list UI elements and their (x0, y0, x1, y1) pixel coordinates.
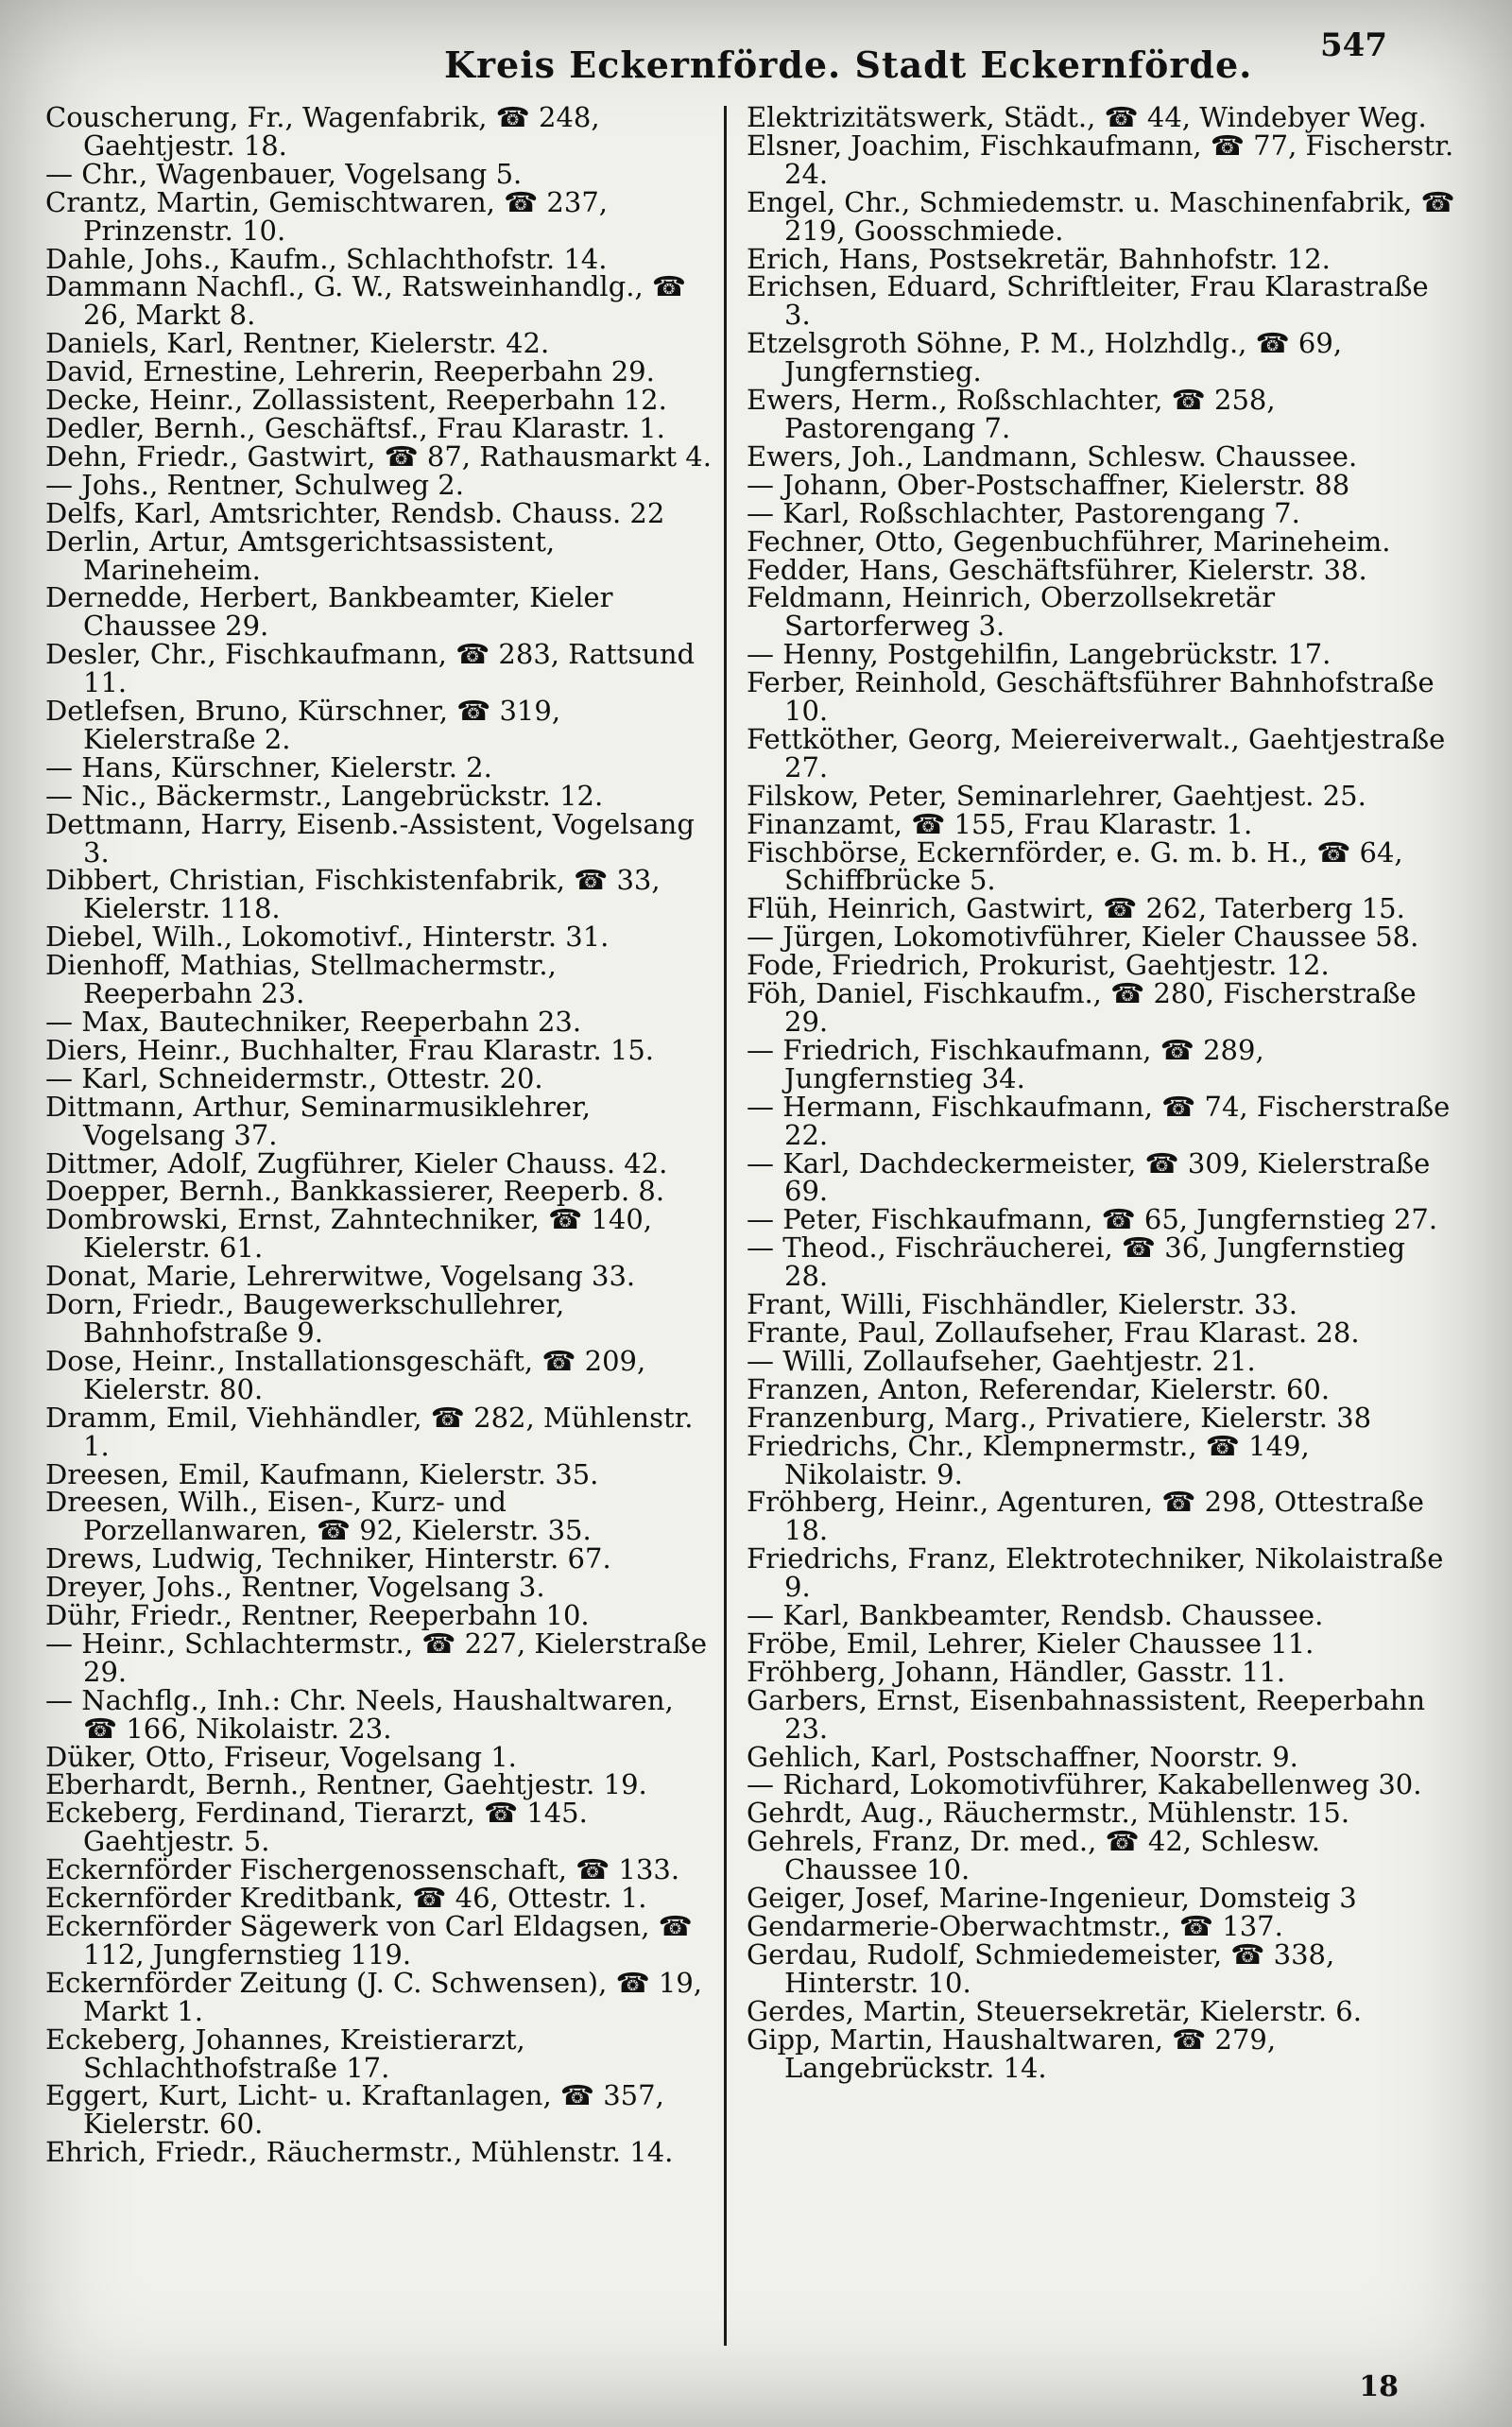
directory-entry: Doepper, Bernh., Bankkassierer, Reeperb. 8. (45, 1175, 665, 1208)
directory-entry: — Karl, Schneidermstr., Ottestr. 20. (45, 1061, 543, 1094)
directory-entry: Dose, Heinr., Installationsgeschäft, ☎ 209, Kielerstr. 80. (45, 1344, 646, 1405)
directory-entry: Dramm, Emil, Viehhändler, ☎ 282, Mühlenstr. 1. (45, 1401, 694, 1462)
directory-entry: Fode, Friedrich, Prokurist, Gaehtjestr. 12. (747, 949, 1330, 982)
directory-entry: — Willi, Zollaufseher, Gaehtjestr. 21. (747, 1344, 1256, 1377)
directory-entry: — Karl, Roßschlachter, Pastorengang 7. (747, 496, 1300, 529)
directory-entry: Franzenburg, Marg., Privatiere, Kielerstr. 38 (747, 1401, 1372, 1434)
directory-entry: Eckernförder Zeitung (J. C. Schwensen), ☎ 19, Markt 1. (45, 1966, 703, 2027)
running-title: Kreis Eckernförde. Stadt Eckernförde. (444, 43, 1253, 86)
directory-entry: Gehrdt, Aug., Räuchermstr., Mühlenstr. 15. (747, 1797, 1350, 1830)
directory-entry: Diebel, Wilh., Lokomotivf., Hinterstr. 31. (45, 921, 610, 954)
directory-entry: — Johs., Rentner, Schulweg 2. (45, 468, 464, 501)
directory-entry: Ewers, Joh., Landmann, Schlesw. Chaussee. (747, 439, 1358, 473)
directory-entry: Dittmer, Adolf, Zugführer, Kieler Chauss. 42. (45, 1146, 668, 1179)
directory-entry: David, Ernestine, Lehrerin, Reeperbahn 29. (45, 355, 655, 388)
directory-entry: Franzen, Anton, Referendar, Kielerstr. 60. (747, 1372, 1331, 1405)
directory-entry: Crantz, Martin, Gemischtwaren, ☎ 237, Prinzenstr. 10. (45, 185, 608, 247)
directory-entry: Eckernförder Kreditbank, ☎ 46, Ottestr. 1. (45, 1882, 647, 1915)
directory-entry: Garbers, Ernst, Eisenbahnassistent, Reeperbahn 23. (747, 1683, 1426, 1745)
directory-entry: Drews, Ludwig, Techniker, Hinterstr. 67. (45, 1542, 611, 1575)
directory-entry: — Chr., Wagenbauer, Vogelsang 5. (45, 157, 523, 190)
column-divider (724, 106, 727, 2346)
directory-entry: Gerdes, Martin, Steuersekretär, Kielerstr. 6. (747, 1994, 1362, 2027)
signature-mark: 18 (1359, 2370, 1399, 2403)
directory-entry: Fröhberg, Johann, Händler, Gasstr. 11. (747, 1655, 1286, 1688)
directory-entry: Dernedde, Herbert, Bankbeamter, Kieler Chaussee 29. (45, 581, 613, 643)
directory-entry: Derlin, Artur, Amtsgerichtsassistent, Marineheim. (45, 525, 556, 586)
directory-entry: Düker, Otto, Friseur, Vogelsang 1. (45, 1740, 517, 1773)
directory-entry: Dahle, Johs., Kaufm., Schlachthofstr. 14. (45, 242, 608, 275)
directory-entry: Ehrich, Friedr., Räuchermstr., Mühlenstr. 14. (45, 2136, 674, 2169)
directory-entry: — Max, Bautechniker, Reeperbahn 23. (45, 1006, 582, 1038)
directory-entry: Frant, Willi, Fischhändler, Kielerstr. 33. (747, 1288, 1298, 1321)
directory-entry: Fröhberg, Heinr., Agenturen, ☎ 298, Ottestraße 18. (747, 1486, 1424, 1547)
directory-entry: Delfs, Karl, Amtsrichter, Rendsb. Chauss. 22 (45, 496, 665, 529)
directory-entry: Dombrowski, Ernst, Zahntechniker, ☎ 140, Kielerstr. 61. (45, 1203, 653, 1265)
directory-entry: Engel, Chr., Schmiedemstr. u. Maschinenfabrik, ☎ 219, Goosschmiede. (747, 185, 1455, 247)
directory-entry: Dammann Nachfl., G. W., Ratsweinhandlg., ☎ 26, Markt 8. (45, 270, 687, 332)
directory-entry: Dettmann, Harry, Eisenb.-Assistent, Vogelsang 3. (45, 807, 695, 869)
directory-entry: — Karl, Dachdeckermeister, ☎ 309, Kielerstraße 69. (747, 1146, 1431, 1208)
page-number: 547 (1320, 26, 1387, 64)
directory-entry: Feldmann, Heinrich, Oberzollsekretär Sartorferweg 3. (747, 581, 1276, 643)
directory-entry: Dittmann, Arthur, Seminarmusiklehrer, Vogelsang 37. (45, 1090, 591, 1151)
directory-entry: Gipp, Martin, Haushaltwaren, ☎ 279, Langebrückstr. 14. (747, 2022, 1277, 2084)
directory-entry: Gerdau, Rudolf, Schmiedemeister, ☎ 338, Hinterstr. 10. (747, 1937, 1335, 1999)
directory-entry: Frante, Paul, Zollaufseher, Frau Klarast. 28. (747, 1316, 1360, 1349)
directory-entry: Friedrichs, Franz, Elektrotechniker, Nikolaistraße 9. (747, 1542, 1444, 1604)
directory-entry: — Theod., Fischräucherei, ☎ 36, Jungfernstieg 28. (747, 1231, 1406, 1293)
directory-entry: Gehlich, Karl, Postschaffner, Noorstr. 9. (747, 1740, 1298, 1773)
directory-entry: — Friedrich, Fischkaufmann, ☎ 289, Jungfernstieg 34. (747, 1033, 1264, 1094)
directory-entry: Flüh, Heinrich, Gastwirt, ☎ 262, Taterberg 15. (747, 892, 1405, 925)
directory-entry: Donat, Marie, Lehrerwitwe, Vogelsang 33. (45, 1260, 636, 1293)
directory-entry: Erich, Hans, Postsekretär, Bahnhofstr. 12. (747, 242, 1331, 275)
directory-entry: Fischbörse, Eckernförder, e. G. m. b. H., ☎ 64, Schiffbrücke 5. (747, 835, 1403, 897)
directory-entry: — Karl, Bankbeamter, Rendsb. Chaussee. (747, 1599, 1324, 1632)
directory-entry: Dreesen, Wilh., Eisen-, Kurz- und Porzellanwaren, ☎ 92, Kielerstr. 35. (45, 1486, 592, 1547)
directory-entry: Fedder, Hans, Geschäftsführer, Kielerstr. 38. (747, 553, 1367, 586)
directory-entry: Dibbert, Christian, Fischkistenfabrik, ☎ 33, Kielerstr. 118. (45, 864, 661, 925)
directory-entry: Daniels, Karl, Rentner, Kielerstr. 42. (45, 327, 550, 360)
page-header (0, 26, 1512, 86)
directory-entry: Dorn, Friedr., Baugewerkschullehrer, Bahnhofstraße 9. (45, 1288, 565, 1349)
directory-entry: Ferber, Reinhold, Geschäftsführer Bahnhofstraße 10. (747, 666, 1435, 728)
directory-entry: Fechner, Otto, Gegenbuchführer, Marineheim. (747, 525, 1391, 558)
directory-entry: Fröbe, Emil, Lehrer, Kieler Chaussee 11. (747, 1627, 1314, 1660)
directory-entry: Gendarmerie-Oberwachtmstr., ☎ 137. (747, 1910, 1283, 1942)
directory-entry: Couscherung, Fr., Wagenfabrik, ☎ 248, Gaehtjestr. 18. (45, 101, 600, 162)
directory-entry: Eggert, Kurt, Licht- u. Kraftanlagen, ☎ 357, Kielerstr. 60. (45, 2079, 664, 2141)
directory-entry: Filskow, Peter, Seminarlehrer, Gaehtjest. 25. (747, 779, 1366, 812)
directory-entry: — Johann, Ober-Postschaffner, Kielerstr. 88 (747, 468, 1350, 501)
directory-entry: — Nic., Bäckermstr., Langebrückstr. 12. (45, 779, 604, 812)
directory-entry: Diers, Heinr., Buchhalter, Frau Klarastr. 15. (45, 1033, 655, 1066)
directory-entry: Desler, Chr., Fischkaufmann, ☎ 283, Rattsund 11. (45, 638, 696, 699)
directory-entry: Elsner, Joachim, Fischkaufmann, ☎ 77, Fischerstr. 24. (747, 129, 1454, 190)
directory-entry: Etzelsgroth Söhne, P. M., Holzhdlg., ☎ 69, Jungfernstieg. (747, 327, 1343, 388)
directory-entry: Dedler, Bernh., Geschäftsf., Frau Klarastr. 1. (45, 411, 665, 444)
directory-entry: Elektrizitätswerk, Städt., ☎ 44, Windebyer Weg. (747, 101, 1427, 133)
directory-entry: Ewers, Herm., Roßschlachter, ☎ 258, Pastorengang 7. (747, 384, 1276, 444)
directory-entry: — Jürgen, Lokomotivführer, Kieler Chaussee 58. (747, 921, 1419, 954)
directory-entry: Detlefsen, Bruno, Kürschner, ☎ 319, Kielerstraße 2. (45, 695, 561, 755)
directory-entry: Gehrels, Franz, Dr. med., ☎ 42, Schlesw. Chaussee 10. (747, 1825, 1320, 1886)
directory-entry: Dreesen, Emil, Kaufmann, Kielerstr. 35. (45, 1457, 599, 1490)
directory-entry: Dreyer, Johs., Rentner, Vogelsang 3. (45, 1571, 545, 1604)
directory-entry: Dühr, Friedr., Rentner, Reeperbahn 10. (45, 1599, 590, 1632)
directory-entry: Decke, Heinr., Zollassistent, Reeperbahn 12. (45, 384, 667, 417)
directory-entry: Eckernförder Sägewerk von Carl Eldagsen, ☎ 112, Jungfernstieg 119. (45, 1910, 693, 1971)
right-column (747, 101, 1455, 2084)
directory-entry: Dienhoff, Mathias, Stellmachermstr., Reeperbahn 23. (45, 949, 557, 1010)
directory-entry: Eckeberg, Ferdinand, Tierarzt, ☎ 145. Gaehtjestr. 5. (45, 1797, 588, 1858)
directory-entry: Eckeberg, Johannes, Kreistierarzt, Schlachthofstraße 17. (45, 2022, 525, 2084)
directory-entry: Erichsen, Eduard, Schriftleiter, Frau Klarastraße 3. (747, 270, 1429, 332)
directory-entry: Geiger, Josef, Marine-Ingenieur, Domsteig 3 (747, 1882, 1357, 1915)
directory-entry: Finanzamt, ☎ 155, Frau Klarastr. 1. (747, 807, 1253, 840)
directory-entry: Fettköther, Georg, Meiereiverwalt., Gaehtjestraße 27. (747, 722, 1446, 783)
directory-entry: Föh, Daniel, Fischkaufm., ☎ 280, Fischerstraße 29. (747, 977, 1417, 1038)
left-column (45, 101, 713, 2169)
directory-entry: Eckernförder Fischergenossenschaft, ☎ 133. (45, 1853, 680, 1886)
directory-entry: — Heinr., Schlachtermstr., ☎ 227, Kielerstraße 29. (45, 1627, 708, 1688)
directory-entry: Eberhardt, Bernh., Rentner, Gaehtjestr. 19. (45, 1768, 647, 1801)
directory-entry: Friedrichs, Chr., Klempnermstr., ☎ 149, Nikolaistr. 9. (747, 1429, 1310, 1490)
directory-entry: Dehn, Friedr., Gastwirt, ☎ 87, Rathausmarkt 4. (45, 439, 712, 473)
directory-entry: — Nachflg., Inh.: Chr. Neels, Haushaltwaren, ☎ 166, Nikolaistr. 23. (45, 1683, 674, 1745)
directory-entry: — Hans, Kürschner, Kielerstr. 2. (45, 750, 492, 783)
directory-entry: — Henny, Postgehilfin, Langebrückstr. 17. (747, 638, 1332, 671)
directory-entry: — Richard, Lokomotivführer, Kakabellenweg 30. (747, 1768, 1422, 1801)
directory-entry: — Peter, Fischkaufmann, ☎ 65, Jungfernstieg 27. (747, 1203, 1438, 1236)
directory-entry: — Hermann, Fischkaufmann, ☎ 74, Fischerstraße 22. (747, 1090, 1451, 1151)
